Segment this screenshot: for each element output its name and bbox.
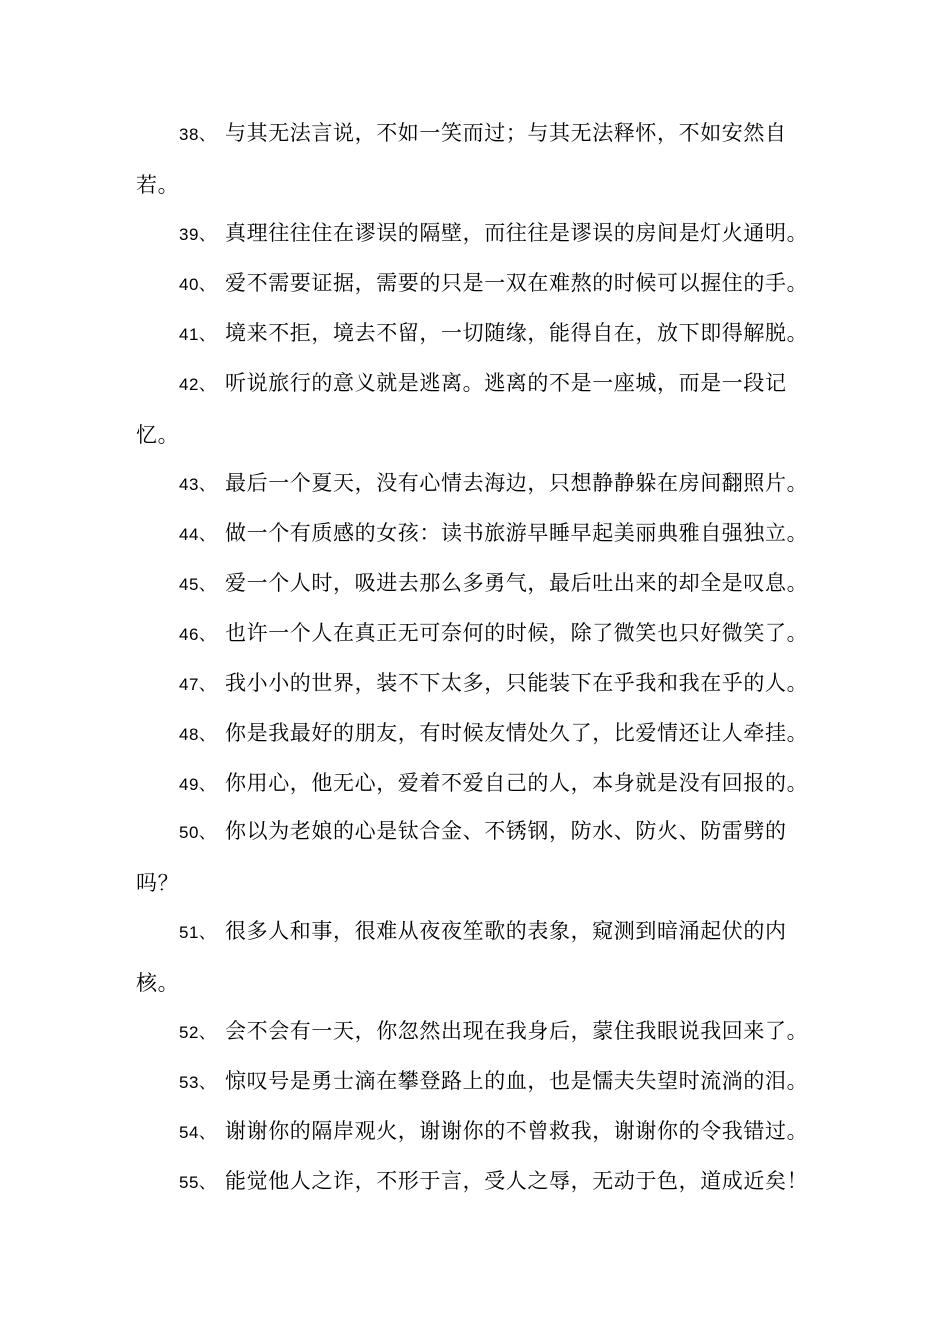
quote-text: 也许一个人在真正无可奈何的时候，除了微笑也只好微笑了。 xyxy=(225,621,809,645)
quote-number: 55、 xyxy=(179,1173,217,1192)
quote-text: 真理往往住在谬误的隔壁，而往往是谬误的房间是灯火通明。 xyxy=(225,221,809,245)
quote-text: 听说旅行的意义就是逃离。逃离的不是一座城，而是一段记 xyxy=(225,371,787,395)
quote-item xyxy=(136,208,826,260)
quote-item xyxy=(136,1056,826,1108)
quote-number: 50、 xyxy=(179,823,217,842)
quote-number: 46、 xyxy=(179,625,217,644)
quote-item xyxy=(136,708,826,760)
quote-text: 与其无法言说，不如一笑而过；与其无法释怀，不如安然自 xyxy=(225,121,787,145)
quote-number: 40、 xyxy=(179,275,217,294)
quote-item xyxy=(136,758,826,810)
quote-number: 47、 xyxy=(179,675,217,694)
quote-item xyxy=(136,806,826,908)
quote-text: 境来不拒，境去不留，一切随缘，能得自在，放下即得解脱。 xyxy=(225,321,809,345)
quote-text: 会不会有一天，你忽然出现在我身后，蒙住我眼说我回来了。 xyxy=(225,1019,809,1043)
quote-number: 54、 xyxy=(179,1123,217,1142)
quote-continuation: 吗？ xyxy=(136,871,180,895)
quote-item xyxy=(136,1156,826,1208)
quote-item xyxy=(136,1106,826,1158)
quote-number: 43、 xyxy=(179,475,217,494)
quote-item xyxy=(136,258,826,310)
quote-number: 52、 xyxy=(179,1023,217,1042)
quote-item xyxy=(136,906,826,1008)
quote-text: 能觉他人之诈，不形于言，受人之辱，无动于色，道成近矣！ xyxy=(225,1169,809,1193)
quote-item xyxy=(136,508,826,560)
quote-text: 爱不需要证据，需要的只是一双在难熬的时候可以握住的手。 xyxy=(225,271,809,295)
quote-text: 你用心，他无心，爱着不爱自己的人，本身就是没有回报的。 xyxy=(225,771,809,795)
quote-number: 45、 xyxy=(179,575,217,594)
quote-item xyxy=(136,308,826,360)
quote-number: 44、 xyxy=(179,525,217,544)
quote-number: 49、 xyxy=(179,775,217,794)
quote-continuation: 忆。 xyxy=(136,423,180,447)
quote-text: 最后一个夏天，没有心情去海边，只想静静躲在房间翻照片。 xyxy=(225,471,809,495)
quote-number: 39、 xyxy=(179,225,217,244)
quote-item xyxy=(136,658,826,710)
quote-text: 做一个有质感的女孩：读书旅游早睡早起美丽典雅自强独立。 xyxy=(225,521,809,545)
quote-text: 很多人和事，很难从夜夜笙歌的表象，窥测到暗涌起伏的内 xyxy=(225,919,787,943)
quote-number: 53、 xyxy=(179,1073,217,1092)
quote-number: 42、 xyxy=(179,375,217,394)
quote-number: 51、 xyxy=(179,923,217,942)
quote-number: 41、 xyxy=(179,325,217,344)
quote-number: 48、 xyxy=(179,725,217,744)
quote-continuation: 若。 xyxy=(136,173,180,197)
quote-continuation: 核。 xyxy=(136,971,180,995)
quote-item xyxy=(136,608,826,660)
quote-number: 38、 xyxy=(179,125,217,144)
quote-text: 你以为老娘的心是钛合金、不锈钢，防水、防火、防雷劈的 xyxy=(225,819,787,843)
quote-item xyxy=(136,358,826,460)
quote-text: 你是我最好的朋友，有时候友情处久了，比爱情还让人牵挂。 xyxy=(225,721,809,745)
quote-text: 爱一个人时，吸进去那么多勇气，最后吐出来的却全是叹息。 xyxy=(225,571,809,595)
quote-text: 我小小的世界，装不下太多，只能装下在乎我和我在乎的人。 xyxy=(225,671,809,695)
quote-text: 惊叹号是勇士滴在攀登路上的血，也是懦夫失望时流淌的泪。 xyxy=(225,1069,809,1093)
quote-item xyxy=(136,558,826,610)
quote-item xyxy=(136,108,826,210)
quote-item xyxy=(136,1006,826,1058)
quote-text: 谢谢你的隔岸观火，谢谢你的不曾救我，谢谢你的令我错过。 xyxy=(225,1119,809,1143)
quote-item xyxy=(136,458,826,510)
